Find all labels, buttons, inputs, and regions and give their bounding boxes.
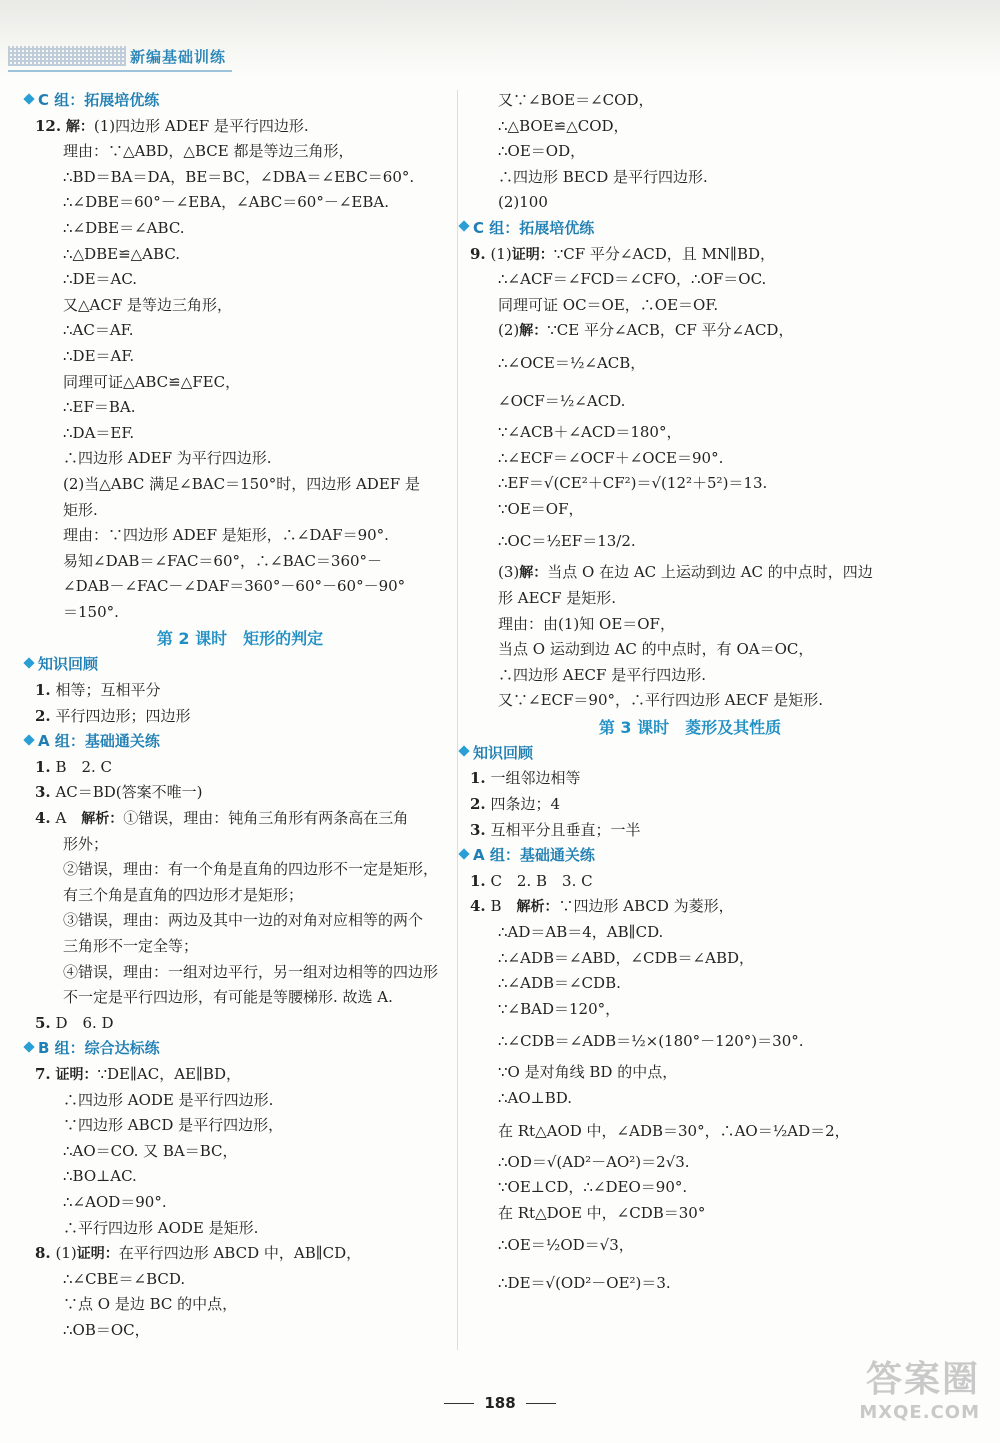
answer-line: [35, 1216, 445, 1242]
answer-line: [35, 114, 445, 140]
answer-line: [35, 704, 445, 730]
answer-line: [470, 165, 910, 191]
answer-text: 当点 O 运动到边 AC 的中点时，有 OA＝OC，: [498, 640, 814, 659]
answer-text: ④错误，理由：一组对边平行，另一组对边相等的四边形: [63, 962, 439, 981]
lesson-title: 第 2 课时 矩形的判定: [156, 629, 324, 649]
section-heading: [25, 88, 445, 114]
answer-line: [35, 1267, 445, 1293]
answer-text: ∠OCF＝½∠ACD.: [498, 391, 626, 410]
answer-text: ∴OD＝√(AD²－AO²)＝2√3.: [498, 1152, 690, 1171]
diamond-icon: [23, 734, 34, 745]
answer-line: [35, 421, 445, 447]
answer-line: [35, 1164, 445, 1190]
answer-text: ∴OE＝OD，: [498, 142, 586, 161]
diamond-icon: [458, 746, 469, 757]
answer-line: [35, 344, 445, 370]
answer-line: [470, 471, 910, 497]
answer-text: 不一定是平行四边形，有可能是等腰梯形. 故选 A.: [63, 988, 393, 1007]
answer-line: [470, 1086, 910, 1112]
answer-text: ③错误，理由：两边及其中一边的对角对应相等的两个: [63, 911, 424, 930]
answer-text: 平行四边形；四边形: [55, 706, 191, 725]
question-number: 4.: [35, 809, 51, 828]
question-number: 1.: [35, 681, 51, 700]
answer-line: [470, 1175, 910, 1201]
answer-text: ∵OE＝OF，: [498, 499, 584, 518]
section-heading: [460, 843, 910, 869]
answer-line: [470, 318, 910, 344]
answer-line: [470, 1150, 910, 1176]
keyword-label: 证明：: [55, 1066, 98, 1083]
left-column: [35, 88, 445, 1344]
answer-text: ∴∠ECF＝∠OCF＋∠OCE＝90°.: [498, 448, 724, 467]
answer-text: ∴AO⊥BD.: [498, 1089, 573, 1107]
answer-line: [470, 586, 910, 612]
answer-line: [35, 857, 445, 883]
answer-text: ∵∠BAD＝120°，: [498, 999, 621, 1018]
answer-line: [470, 114, 910, 140]
keyword-label: 解析：: [81, 811, 124, 828]
answer-text: (1)四边形 ADEF 是平行四边形.: [93, 116, 309, 135]
answer-text: ∴∠DBE＝60°－∠EBA，∠ABC＝60°－∠EBA.: [63, 193, 389, 212]
answer-text: ∴DE＝AF.: [63, 346, 135, 365]
answer-text: 在 Rt△AOD 中，∠ADB＝30°，∴AO＝½AD＝2，: [498, 1121, 850, 1140]
answer-text: B 2. C: [55, 757, 113, 776]
answer-text: 形 AECF 是矩形.: [498, 588, 616, 607]
answer-line: [35, 960, 445, 986]
answer-line: [35, 600, 445, 626]
answer-text: ∴EF＝√(CE²＋CF²)＝√(12²＋5²)＝13.: [498, 474, 768, 493]
question-number: 3.: [470, 820, 486, 839]
section-heading: [460, 741, 910, 767]
question-number: 2.: [35, 706, 51, 725]
answer-line: [35, 446, 445, 472]
diamond-icon: [458, 221, 469, 232]
answer-text: 一组邻边相等: [490, 769, 581, 788]
answer-line: [35, 908, 445, 934]
answer-text: ∴∠ADB＝∠ABD，∠CDB＝∠ABD，: [498, 948, 754, 967]
keyword-label: 解：: [519, 565, 548, 582]
answer-text: ∵四边形 ABCD 为菱形，: [558, 897, 734, 916]
answer-text: AC＝BD(答案不唯一): [55, 783, 203, 802]
answer-line: [470, 267, 910, 293]
answer-text: ∵DE∥AC，AE∥BD，: [97, 1064, 241, 1083]
keyword-label: 证明：: [511, 246, 554, 263]
answer-line: [35, 934, 445, 960]
answer-line: [35, 574, 445, 600]
answer-text: ∵CF 平分∠ACD，且 MN∥BD，: [553, 244, 776, 263]
answer-line: [35, 678, 445, 704]
answer-text: ∴四边形 AECF 是平行四边形.: [498, 665, 706, 684]
answer-line: [470, 612, 910, 638]
answer-line: [35, 832, 445, 858]
answer-line: [470, 1264, 910, 1302]
answer-line: [35, 1062, 445, 1088]
header-decoration: [8, 46, 126, 66]
answer-text: (3): [498, 563, 520, 582]
section-heading: [25, 652, 445, 678]
section-heading-text: 知识回顾: [473, 743, 534, 762]
answer-text: ∴四边形 ADEF 为平行四边形.: [63, 449, 272, 468]
section-heading-text: C 组：拓展培优练: [38, 91, 160, 109]
answer-text: (1): [55, 1244, 77, 1263]
answer-line: [470, 869, 910, 895]
answer-text: ∴∠CBE＝∠BCD.: [63, 1269, 186, 1288]
answer-line: [470, 818, 910, 844]
answer-text: 当点 O 在边 AC 上运动到边 AC 的中点时，四边: [547, 563, 873, 582]
answer-text: 理由：∵△ABD，△BCE 都是等边三角形，: [63, 142, 354, 161]
answer-text: B: [490, 897, 517, 916]
answer-text: ∴四边形 BECD 是平行四边形.: [498, 167, 708, 186]
section-heading-text: B 组：综合达标练: [38, 1039, 160, 1058]
answer-text: 互相平分且垂直；一半: [490, 820, 641, 839]
header-rule: [8, 70, 232, 72]
book-title: 新编基础训练: [130, 48, 227, 66]
answer-line: [35, 139, 445, 165]
keyword-label: 解析：: [516, 899, 559, 916]
watermark-url: MXQE.COM: [859, 1402, 980, 1423]
answer-text: 矩形.: [63, 500, 98, 519]
answer-line: [35, 242, 445, 268]
answer-line: [35, 1088, 445, 1114]
answer-line: [35, 267, 445, 293]
answer-line: [35, 1241, 445, 1267]
answer-line: [470, 293, 910, 319]
answer-text: ＝150°.: [63, 602, 119, 621]
page-number-text: 188: [484, 1394, 516, 1412]
answer-text: (2): [498, 321, 520, 340]
answer-text: (2)当△ABC 满足∠BAC＝150°时，四边形 ADEF 是: [63, 474, 420, 493]
answer-text: ∴∠DBE＝∠ABC.: [63, 218, 185, 237]
answer-line: [35, 806, 445, 832]
answer-line: [470, 637, 910, 663]
answer-line: [470, 560, 910, 586]
question-number: 5.: [35, 1013, 51, 1032]
question-number: 3.: [35, 783, 51, 802]
answer-text: 理由：∵四边形 ADEF 是矩形，∴∠DAF＝90°.: [63, 526, 389, 545]
diamond-icon: [458, 848, 469, 859]
answer-line: [470, 1060, 910, 1086]
diamond-icon: [23, 93, 34, 104]
answer-text: ∵∠ACB＋∠ACD＝180°，: [498, 422, 682, 441]
diamond-icon: [23, 657, 34, 668]
answer-line: [470, 382, 910, 420]
answer-line: [470, 190, 910, 216]
answer-text: 有三个角是直角的四边形才是矩形；: [63, 885, 304, 904]
answer-line: [35, 883, 445, 909]
answer-line: [470, 497, 910, 523]
answer-text: ①错误，理由：钝角三角形有两条高在三角: [123, 809, 409, 828]
answer-line: [470, 1112, 910, 1150]
header-band: [0, 0, 1000, 80]
section-heading: [460, 216, 910, 242]
answer-text: ∵点 O 是边 BC 的中点，: [63, 1295, 238, 1314]
answer-line: [35, 395, 445, 421]
answer-text: ∴EF＝BA.: [63, 398, 136, 417]
answer-line: [35, 985, 445, 1011]
answer-line: [35, 472, 445, 498]
answer-text: (2)100: [498, 193, 548, 212]
question-number: 9.: [470, 244, 486, 263]
answer-line: [470, 688, 910, 714]
answer-line: [35, 165, 445, 191]
answer-text: 形外；: [63, 834, 109, 853]
section-heading-text: A 组：基础通关练: [473, 846, 595, 865]
watermark: [760, 1358, 980, 1438]
question-number: 8.: [35, 1244, 51, 1263]
answer-text: 四条边；4: [490, 795, 560, 814]
section-heading: [25, 729, 445, 755]
answer-text: ∴四边形 AODE 是平行四边形.: [63, 1090, 274, 1109]
lesson-title: 第 3 课时 菱形及其性质: [598, 717, 782, 737]
section-heading: [25, 1036, 445, 1062]
answer-line: [35, 1113, 445, 1139]
answer-text: ∵四边形 ABCD 是平行四边形，: [63, 1116, 284, 1135]
answer-line: [35, 755, 445, 781]
answer-text: 理由：由(1)知 OE＝OF，: [498, 614, 675, 633]
answer-line: [35, 1292, 445, 1318]
answer-text: ∴平行四边形 AODE 是矩形.: [63, 1218, 259, 1237]
section-heading-text: 知识回顾: [38, 655, 99, 674]
keyword-label: 解：: [65, 118, 94, 135]
answer-text: ∴OB＝OC，: [63, 1320, 150, 1339]
answer-line: [35, 318, 445, 344]
answer-line: [470, 522, 910, 560]
answer-text: ∴∠AOD＝90°.: [63, 1192, 167, 1211]
answer-text: A: [55, 809, 82, 828]
answer-text: ∴∠CDB＝∠ADB＝½×(180°－120°)＝30°.: [498, 1032, 804, 1051]
answer-text: 同理可证 OC＝OE，∴OE＝OF.: [498, 295, 719, 314]
answer-line: [470, 1201, 910, 1227]
answer-line: [470, 766, 910, 792]
answer-line: [470, 1022, 910, 1060]
answer-text: 易知∠DAB＝∠FAC＝60°，∴∠BAC＝360°－: [63, 551, 383, 570]
answer-line: [470, 242, 910, 268]
answer-text: C 2. B 3. C: [490, 871, 593, 890]
answer-text: 三角形不一定全等；: [63, 937, 199, 955]
question-number: 1.: [470, 871, 486, 890]
answer-line: [35, 1011, 445, 1037]
question-number: 1.: [470, 769, 486, 788]
answer-text: 相等；互相平分: [55, 681, 161, 700]
answer-line: [470, 420, 910, 446]
answer-text: ∴AD＝AB＝4，AB∥CD.: [498, 923, 664, 942]
question-number: 4.: [470, 897, 486, 916]
answer-text: ∴DE＝AC.: [63, 270, 138, 289]
answer-line: [470, 1226, 910, 1264]
answer-line: [35, 523, 445, 549]
answer-text: D 6. D: [55, 1013, 114, 1032]
keyword-label: 证明：: [76, 1246, 119, 1263]
answer-line: [470, 344, 910, 382]
answer-line: [35, 370, 445, 396]
answer-line: [470, 971, 910, 997]
column-divider: [457, 90, 458, 1350]
answer-line: [470, 139, 910, 165]
answer-text: ∴BO⊥AC.: [63, 1167, 137, 1186]
diamond-icon: [23, 1041, 34, 1052]
answer-text: ②错误，理由：有一个角是直角的四边形不一定是矩形，: [63, 860, 439, 879]
answer-line: [470, 997, 910, 1023]
answer-text: ∴∠ACF＝∠FCD＝∠CFO，∴OF＝OC.: [498, 270, 767, 289]
answer-text: ∴∠ADB＝∠CDB.: [498, 974, 621, 993]
answer-text: 同理可证△ABC≌△FEC，: [63, 372, 241, 391]
answer-text: ∴△DBE≌△ABC.: [63, 244, 181, 263]
question-number: 1.: [35, 757, 51, 776]
answer-line: [470, 88, 910, 114]
answer-text: ∠DAB－∠FAC－∠DAF＝360°－60°－60°－90°: [63, 577, 406, 596]
dash-right: [526, 1403, 556, 1404]
answer-line: [35, 293, 445, 319]
question-number: 12.: [35, 116, 62, 135]
answer-line: [470, 663, 910, 689]
answer-text: ∴BD＝BA＝DA，BE＝BC，∠DBA＝∠EBC＝60°.: [63, 167, 415, 186]
question-number: 7.: [35, 1064, 51, 1083]
answer-line: [35, 190, 445, 216]
answer-text: ∴OC＝½EF＝13/2.: [498, 532, 636, 551]
question-number: 2.: [470, 795, 486, 814]
answer-text: ∴DE＝√(OD²－OE²)＝3.: [498, 1274, 671, 1293]
answer-line: [35, 549, 445, 575]
answer-line: [470, 894, 910, 920]
answer-line: [470, 920, 910, 946]
answer-text: 又∵∠BOE＝∠COD，: [498, 91, 654, 109]
dash-left: [444, 1403, 474, 1404]
answer-line: [35, 498, 445, 524]
answer-text: ∵CE 平分∠ACB，CF 平分∠ACD，: [547, 321, 794, 340]
answer-text: ∴∠OCE＝½∠ACB，: [498, 353, 646, 372]
answer-text: 又△ACF 是等边三角形，: [63, 295, 233, 314]
answer-line: [35, 1139, 445, 1165]
section-heading-text: A 组：基础通关练: [38, 732, 160, 751]
answer-line: [470, 446, 910, 472]
keyword-label: 解：: [519, 323, 548, 340]
answer-line: [35, 1318, 445, 1344]
watermark-logo: 答案圈: [865, 1359, 980, 1400]
answer-text: ∴AO＝CO. 又 BA＝BC，: [63, 1141, 238, 1160]
answer-text: ∵O 是对角线 BD 的中点，: [498, 1063, 678, 1082]
right-column: [470, 88, 910, 1302]
answer-text: ∴OE＝½OD＝√3，: [498, 1236, 634, 1255]
answer-text: 又∵∠ECF＝90°，∴平行四边形 AECF 是矩形.: [498, 691, 823, 710]
answer-text: 在 Rt△DOE 中，∠CDB＝30°: [498, 1203, 706, 1222]
answer-text: ∴AC＝AF.: [63, 321, 134, 340]
answer-text: ∴△BOE≌△COD，: [498, 116, 629, 135]
answer-text: ∵OE⊥CD，∴∠DEO＝90°.: [498, 1178, 688, 1197]
answer-text: ∴DA＝EF.: [63, 423, 135, 442]
answer-line: [470, 792, 910, 818]
answer-text: 在平行四边形 ABCD 中，AB∥CD，: [118, 1244, 362, 1263]
answer-line: [35, 1190, 445, 1216]
answer-text: (1): [490, 244, 512, 263]
answer-line: [470, 946, 910, 972]
answer-line: [35, 216, 445, 242]
section-heading-text: C 组：拓展培优练: [473, 218, 595, 237]
answer-line: [35, 780, 445, 806]
